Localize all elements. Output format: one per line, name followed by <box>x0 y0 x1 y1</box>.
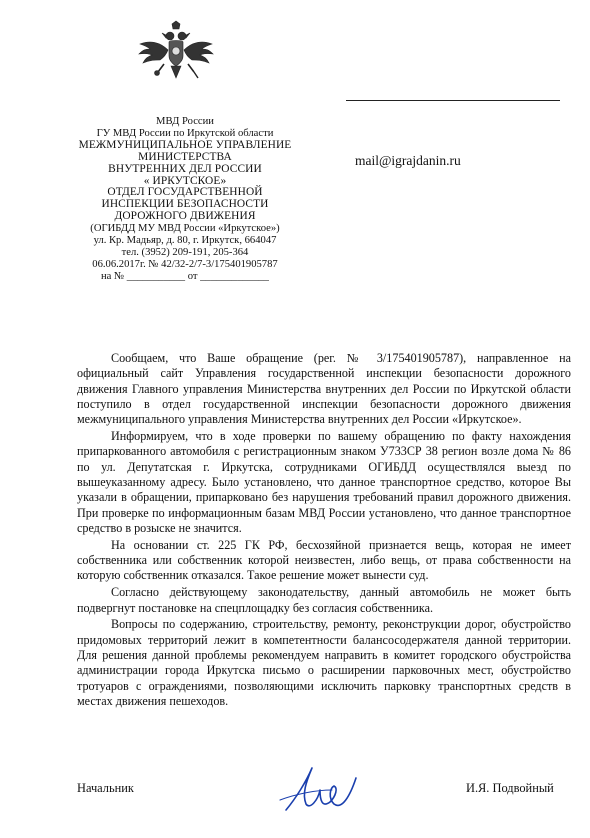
header-phone: тел. (3952) 209-191, 205-364 <box>121 246 249 258</box>
paragraph: На основании ст. 225 ГК РФ, бесхозяйной признается вещь, которая не имеет собственника или собственник которой неизвестен, либо вещь, от права собственности на которую собственник отказался. Такое решение может вынести суд. <box>77 537 571 583</box>
handwritten-signature-icon <box>276 760 362 816</box>
paragraph: Вопросы по содержанию, строительству, ремонту, реконструкции дорог, обустройство придомовых территорий лежит в компетентности балансосодержателя данной территории. Для решения данной проблемы рекомендуем направить в комитет городского обустройства администрации города Иркутска письмо о расширении парковочных мест, обустройство тротуаров с ограждениями, позволяющими исключить парковку транспортных средств в местах движения пешеходов. <box>77 617 571 708</box>
paragraph: Согласно действующему законодательству, данный автомобиль не может быть подвергнут постановке на спецплощадку без согласия собственника. <box>77 585 571 615</box>
sender-header <box>62 116 308 283</box>
header-line: МВД России <box>156 116 214 127</box>
emblem-double-headed-eagle-icon <box>138 20 214 86</box>
signatory-position: Начальник <box>77 781 134 795</box>
header-reg-number: 06.06.2017г. № 42/32-2/7-3/175401905787 <box>92 258 278 270</box>
signatory-name: И.Я. Подвойный <box>466 781 554 795</box>
header-line: « ИРКУТСКОЕ» <box>143 174 227 187</box>
header-reference: на № ___________ от _____________ <box>101 270 269 282</box>
header-line: МЕЖМУНИЦИПАЛЬНОЕ УПРАВЛЕНИЕ <box>78 138 292 151</box>
paragraph: Сообщаем, что Ваше обращение (рег. № 3/175401905787), направленное на официальный сайт Управления государственной инспекции безопасности дорожного движения Главного управления Министерства внутренних дел России по Иркутской области поступило в отдел государственной инспекции безопасности дорожного движения межмуниципального управления Министерства внутренних дел России «Иркутское». <box>77 351 571 427</box>
header-line: ДОРОЖНОГО ДВИЖЕНИЯ <box>114 210 256 223</box>
header-line: (ОГИБДД МУ МВД России «Иркутское») <box>90 223 280 235</box>
paragraph: Информируем, что в ходе проверки по вашему обращению по факту нахождения припаркованного автомобиля с регистрационным знаком У733СР 38 регион возле дома № 86 по ул. Депутатская г. Иркутска, сотрудниками ОГИБДД осуществлялся выезд по вышеуказанному адресу. Было установлено, что данное транспортное средство, которое Вы указали в обращении, припарковано без нарушения требований правил дорожного движения. При проверке по информационным базам МВД России установлено, что данное транспортное средство в розыске не значится. <box>77 429 571 535</box>
header-line: ИНСПЕКЦИИ БЕЗОПАСНОСТИ <box>101 198 269 211</box>
header-address: ул. Кр. Мадьяр, д. 80, г. Иркутск, 664047 <box>93 235 277 247</box>
divider-line <box>346 100 560 101</box>
header-line: ГУ МВД России по Иркутской области <box>96 127 274 139</box>
header-line: ВНУТРЕННИХ ДЕЛ РОССИИ <box>108 162 262 175</box>
header-line: МИНИСТЕРСТВА <box>138 150 232 163</box>
recipient-email: mail@igrajdanin.ru <box>355 153 461 168</box>
header-line: ОТДЕЛ ГОСУДАРСТВЕННОЙ <box>107 186 263 199</box>
letter-body <box>77 351 571 711</box>
